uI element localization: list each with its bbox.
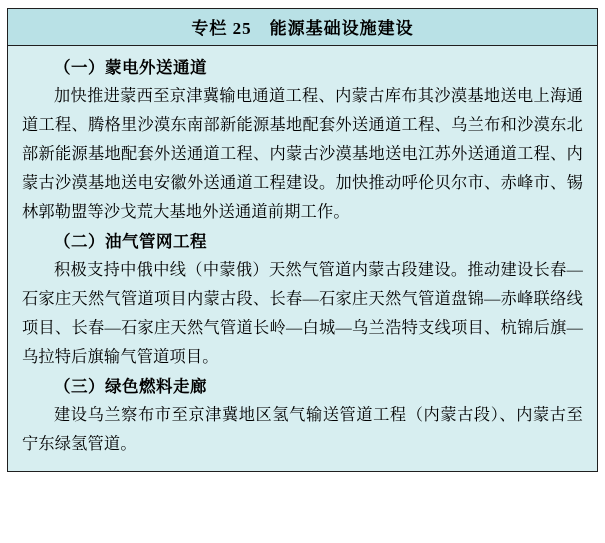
section-paragraph-3: 建设乌兰察布市至京津冀地区氢气输送管道工程（内蒙古段）、内蒙古至宁东绿氢管道。 (22, 406, 583, 453)
section-paragraph-2: 积极支持中俄中线（中蒙俄）天然气管道内蒙古段建设。推动建设长春—石家庄天然气管道项目内蒙古段、长春—石家庄天然气管道盘锦—赤峰联络线项目、长春—石家庄天然气管道长岭—白城—乌兰浩特支线项目、杭锦后旗—乌拉特后旗输气管道项目。 (22, 261, 583, 366)
section-heading-1: （一）蒙电外送通道 (54, 58, 207, 77)
box-title (8, 9, 597, 46)
section-heading-2: （二）油气管网工程 (54, 232, 207, 251)
feature-box (7, 8, 598, 472)
box-title-text: 能源基础设施建设 (269, 19, 414, 38)
box-body (8, 46, 597, 471)
section-heading-3: （三）绿色燃料走廊 (54, 377, 207, 396)
box-title-label: 专栏 25 (191, 19, 252, 38)
section-paragraph-1: 加快推进蒙西至京津冀输电通道工程、内蒙古库布其沙漠基地送电上海通道工程、腾格里沙漠东南部新能源基地配套外送通道工程、乌兰布和沙漠东北部新能源基地配套外送通道工程、内蒙古沙漠基地送电江苏外送通道工程、内蒙古沙漠基地送电安徽外送通道工程建设。加快推动呼伦贝尔市、赤峰市、锡林郭勒盟等沙戈荒大基地外送通道前期工作。 (22, 87, 583, 221)
